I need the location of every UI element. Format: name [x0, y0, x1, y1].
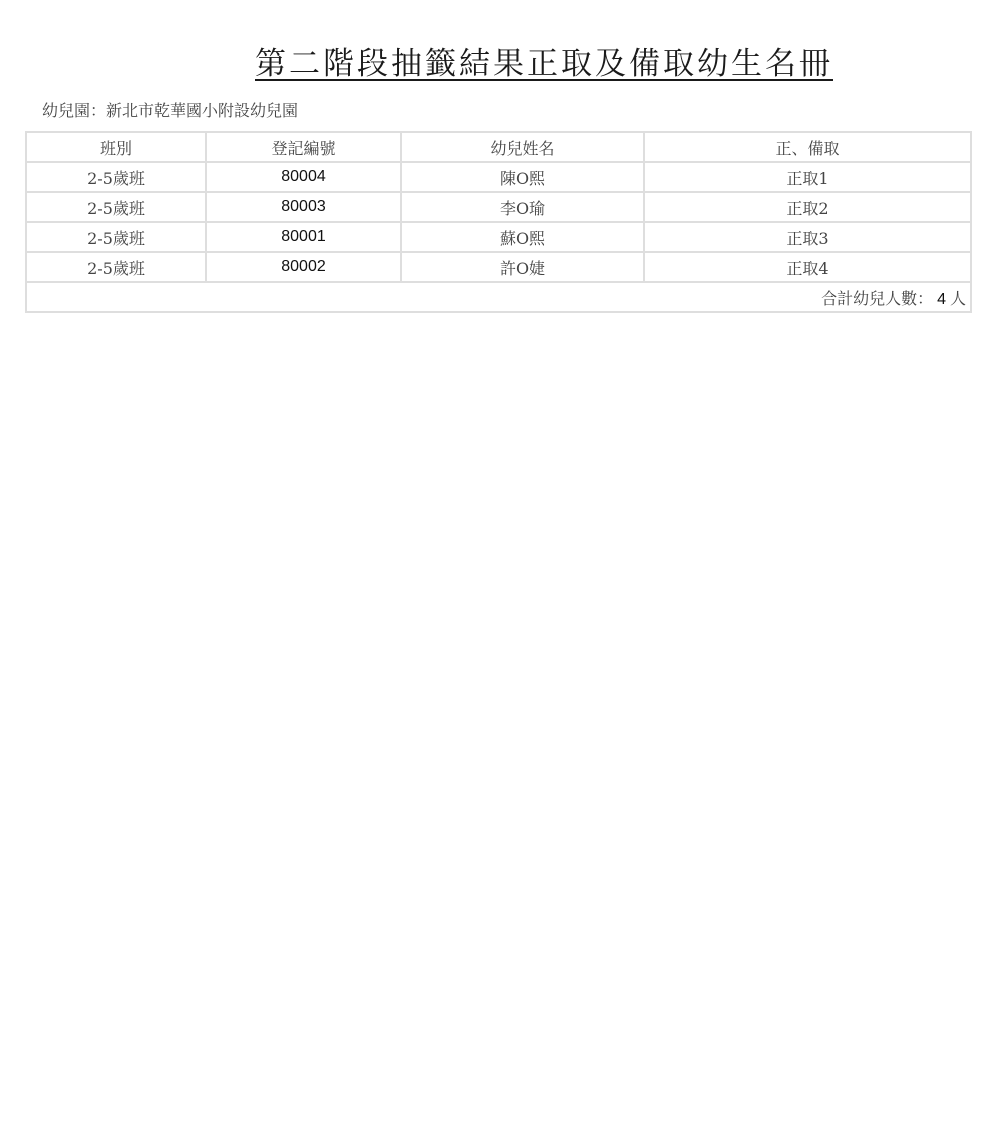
column-header-registration-number: 登記編號 [206, 132, 401, 162]
kindergarten-name: 新北市乾華國小附設幼兒園 [106, 101, 299, 120]
admission-status-cell: 正取1 [644, 162, 971, 192]
child-name-cell: 許O婕 [401, 252, 644, 282]
table-row [26, 192, 971, 222]
registration-number-cell: 80003 [206, 192, 401, 222]
column-header-child-name: 幼兒姓名 [401, 132, 644, 162]
class-cell: 2-5歲班 [26, 192, 206, 222]
table-row [26, 252, 971, 282]
table-header-row [26, 132, 971, 162]
admission-status-cell: 正取3 [644, 222, 971, 252]
total-label: 合計幼兒人數： [821, 288, 934, 308]
admission-status-cell: 正取4 [644, 252, 971, 282]
registration-number-cell: 80001 [206, 222, 401, 252]
class-cell: 2-5歲班 [26, 162, 206, 192]
total-count-cell [26, 282, 971, 312]
column-header-class: 班別 [26, 132, 206, 162]
admission-status-cell: 正取2 [644, 192, 971, 222]
class-cell: 2-5歲班 [26, 252, 206, 282]
page-title: 第二階段抽籤結果正取及備取幼生名冊 [255, 46, 833, 82]
admission-roster-table [25, 131, 972, 313]
child-name-cell: 陳O熙 [401, 162, 644, 192]
total-count: 4 [937, 290, 946, 308]
class-cell: 2-5歲班 [26, 222, 206, 252]
registration-number-cell: 80004 [206, 162, 401, 192]
table-row [26, 162, 971, 192]
total-unit: 人 [949, 288, 966, 308]
child-name-cell: 李O瑜 [401, 192, 644, 222]
column-header-admission-status: 正、備取 [644, 132, 971, 162]
kindergarten-label: 幼兒園： [42, 101, 107, 120]
registration-number-cell: 80002 [206, 252, 401, 282]
table-row [26, 222, 971, 252]
total-row [26, 282, 971, 312]
kindergarten-info [42, 98, 298, 121]
child-name-cell: 蘇O熙 [401, 222, 644, 252]
